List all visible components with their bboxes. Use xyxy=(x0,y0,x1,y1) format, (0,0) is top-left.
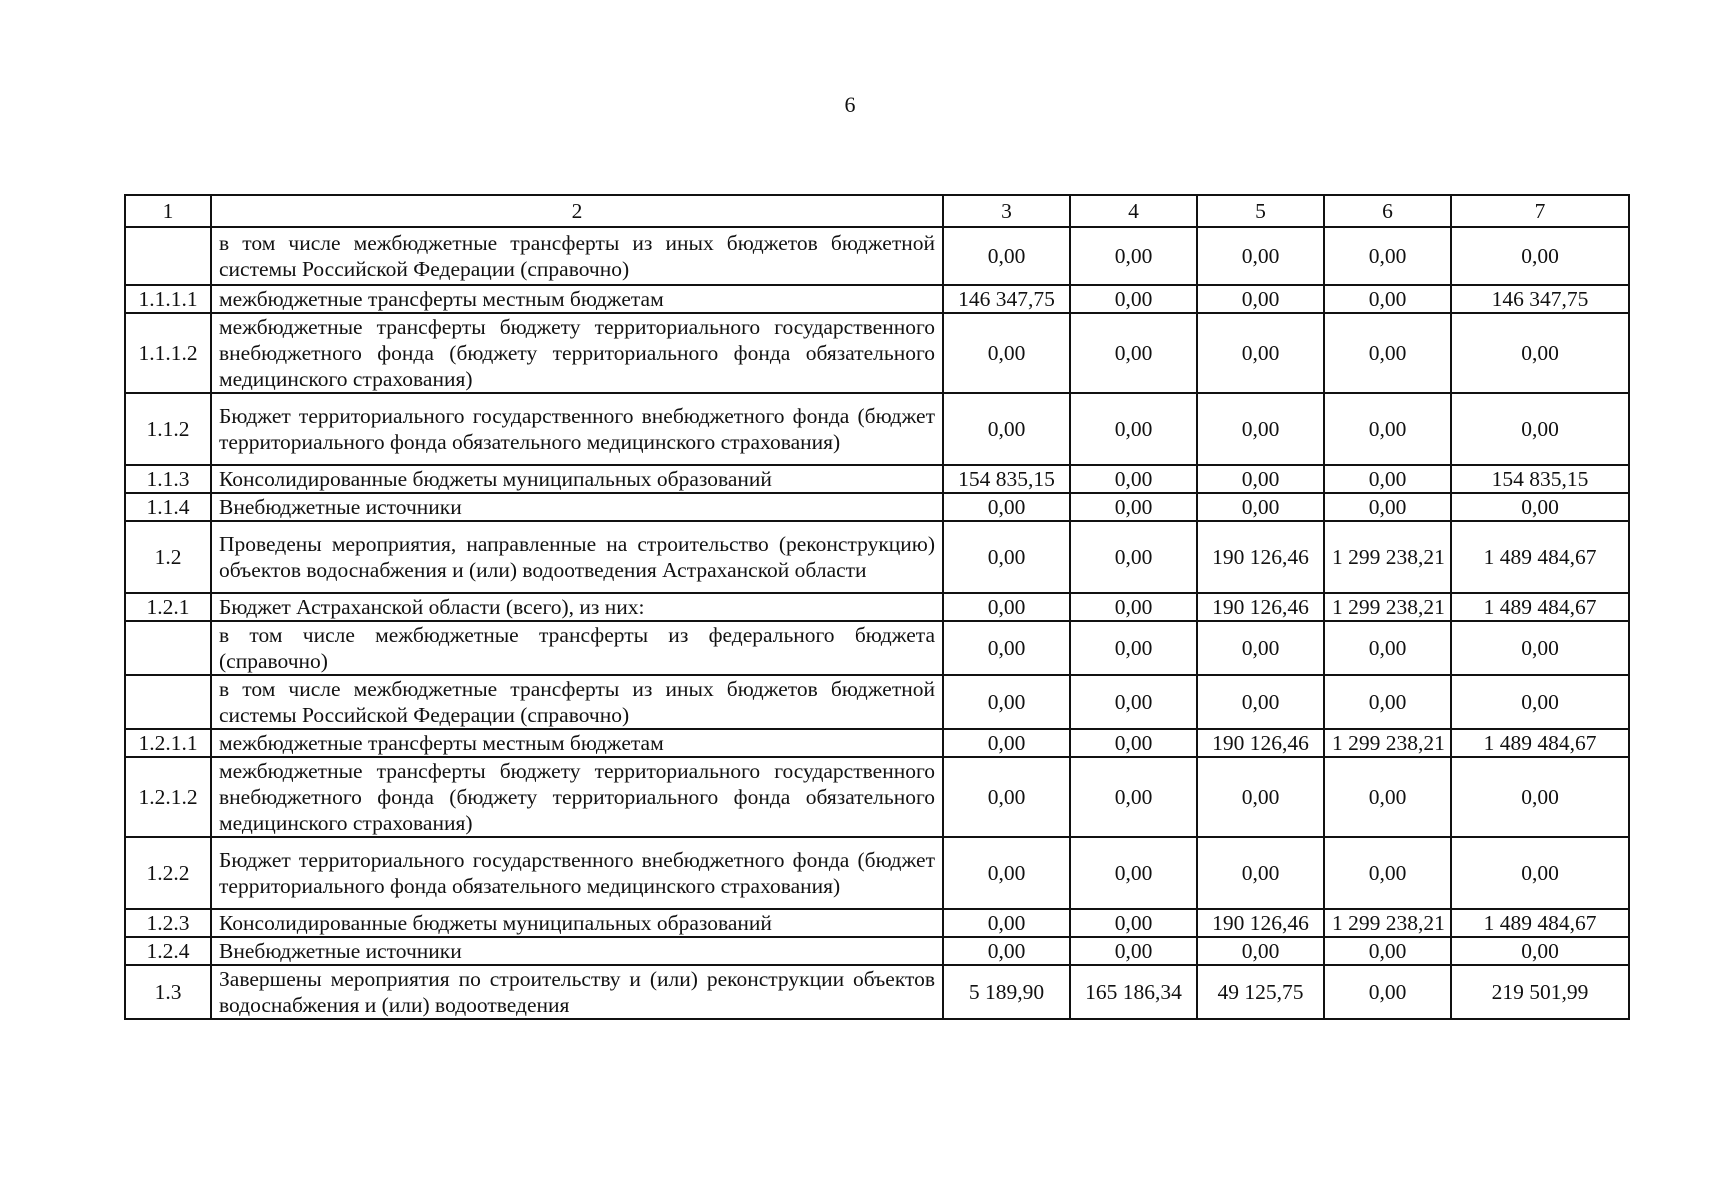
column-header: 3 xyxy=(943,195,1070,227)
value-col-6: 1 299 238,21 xyxy=(1324,521,1451,593)
column-header: 2 xyxy=(211,195,943,227)
column-header: 1 xyxy=(125,195,211,227)
column-header: 4 xyxy=(1070,195,1197,227)
table-row xyxy=(125,621,1629,675)
table-row xyxy=(125,909,1629,937)
value-col-5: 0,00 xyxy=(1197,493,1324,521)
row-description: межбюджетные трансферты бюджету территориального государственного внебюджетного фонда (бюджету территориального фонда обязательного медицинского страхования) xyxy=(211,313,943,393)
row-code: 1.2.1.1 xyxy=(125,729,211,757)
column-header: 5 xyxy=(1197,195,1324,227)
value-col-4: 0,00 xyxy=(1070,227,1197,285)
value-col-4: 0,00 xyxy=(1070,621,1197,675)
table-row xyxy=(125,837,1629,909)
row-code: 1.1.3 xyxy=(125,465,211,493)
table-row xyxy=(125,757,1629,837)
value-col-4: 165 186,34 xyxy=(1070,965,1197,1019)
row-description: Внебюджетные источники xyxy=(211,937,943,965)
value-col-7: 154 835,15 xyxy=(1451,465,1629,493)
value-col-3: 0,00 xyxy=(943,729,1070,757)
value-col-5: 190 126,46 xyxy=(1197,521,1324,593)
row-description: Консолидированные бюджеты муниципальных образований xyxy=(211,909,943,937)
table-row xyxy=(125,313,1629,393)
row-code xyxy=(125,227,211,285)
value-col-3: 0,00 xyxy=(943,937,1070,965)
table-row xyxy=(125,521,1629,593)
row-description: Бюджет территориального государственного внебюджетного фонда (бюджет территориального фонда обязательного медицинского страхования) xyxy=(211,393,943,465)
table-row xyxy=(125,965,1629,1019)
value-col-3: 0,00 xyxy=(943,227,1070,285)
value-col-7: 0,00 xyxy=(1451,757,1629,837)
value-col-5: 0,00 xyxy=(1197,285,1324,313)
value-col-7: 0,00 xyxy=(1451,937,1629,965)
value-col-3: 0,00 xyxy=(943,393,1070,465)
value-col-7: 0,00 xyxy=(1451,393,1629,465)
row-code: 1.2.1.2 xyxy=(125,757,211,837)
value-col-5: 0,00 xyxy=(1197,393,1324,465)
value-col-3: 0,00 xyxy=(943,593,1070,621)
row-code: 1.2.3 xyxy=(125,909,211,937)
page-number: 6 xyxy=(844,92,856,117)
value-col-6: 0,00 xyxy=(1324,965,1451,1019)
value-col-5: 0,00 xyxy=(1197,313,1324,393)
value-col-3: 154 835,15 xyxy=(943,465,1070,493)
value-col-4: 0,00 xyxy=(1070,521,1197,593)
value-col-5: 190 126,46 xyxy=(1197,909,1324,937)
value-col-5: 0,00 xyxy=(1197,675,1324,729)
row-description: межбюджетные трансферты местным бюджетам xyxy=(211,729,943,757)
column-header: 6 xyxy=(1324,195,1451,227)
value-col-4: 0,00 xyxy=(1070,909,1197,937)
value-col-6: 0,00 xyxy=(1324,465,1451,493)
row-description: Консолидированные бюджеты муниципальных образований xyxy=(211,465,943,493)
value-col-6: 0,00 xyxy=(1324,313,1451,393)
row-description: Бюджет Астраханской области (всего), из них: xyxy=(211,593,943,621)
value-col-4: 0,00 xyxy=(1070,493,1197,521)
table-row xyxy=(125,729,1629,757)
value-col-4: 0,00 xyxy=(1070,675,1197,729)
row-code xyxy=(125,675,211,729)
table-row xyxy=(125,675,1629,729)
row-description: межбюджетные трансферты местным бюджетам xyxy=(211,285,943,313)
value-col-4: 0,00 xyxy=(1070,937,1197,965)
value-col-7: 0,00 xyxy=(1451,675,1629,729)
value-col-5: 0,00 xyxy=(1197,757,1324,837)
table-row xyxy=(125,493,1629,521)
row-code: 1.1.2 xyxy=(125,393,211,465)
value-col-3: 146 347,75 xyxy=(943,285,1070,313)
value-col-3: 0,00 xyxy=(943,621,1070,675)
table-body xyxy=(125,227,1629,1019)
value-col-6: 1 299 238,21 xyxy=(1324,593,1451,621)
table-row xyxy=(125,285,1629,313)
value-col-7: 0,00 xyxy=(1451,837,1629,909)
row-code: 1.1.1.1 xyxy=(125,285,211,313)
value-col-3: 5 189,90 xyxy=(943,965,1070,1019)
value-col-5: 49 125,75 xyxy=(1197,965,1324,1019)
value-col-5: 190 126,46 xyxy=(1197,729,1324,757)
value-col-3: 0,00 xyxy=(943,909,1070,937)
table-row xyxy=(125,593,1629,621)
value-col-6: 1 299 238,21 xyxy=(1324,729,1451,757)
value-col-5: 0,00 xyxy=(1197,227,1324,285)
row-code xyxy=(125,621,211,675)
value-col-5: 0,00 xyxy=(1197,937,1324,965)
value-col-7: 1 489 484,67 xyxy=(1451,521,1629,593)
value-col-4: 0,00 xyxy=(1070,285,1197,313)
row-description: Внебюджетные источники xyxy=(211,493,943,521)
value-col-3: 0,00 xyxy=(943,521,1070,593)
value-col-6: 0,00 xyxy=(1324,937,1451,965)
value-col-7: 219 501,99 xyxy=(1451,965,1629,1019)
row-description: Проведены мероприятия, направленные на строительство (реконструкцию) объектов водоснабжения и (или) водоотведения Астраханской области xyxy=(211,521,943,593)
column-header: 7 xyxy=(1451,195,1629,227)
row-code: 1.2.1 xyxy=(125,593,211,621)
value-col-7: 0,00 xyxy=(1451,313,1629,393)
table-row xyxy=(125,227,1629,285)
value-col-4: 0,00 xyxy=(1070,729,1197,757)
value-col-5: 0,00 xyxy=(1197,837,1324,909)
row-code: 1.2.4 xyxy=(125,937,211,965)
budget-table xyxy=(124,194,1630,1020)
value-col-3: 0,00 xyxy=(943,757,1070,837)
value-col-6: 0,00 xyxy=(1324,757,1451,837)
table-row xyxy=(125,393,1629,465)
row-code: 1.3 xyxy=(125,965,211,1019)
value-col-5: 0,00 xyxy=(1197,621,1324,675)
row-code: 1.2.2 xyxy=(125,837,211,909)
value-col-3: 0,00 xyxy=(943,313,1070,393)
value-col-4: 0,00 xyxy=(1070,837,1197,909)
column-number-row xyxy=(125,195,1629,227)
value-col-7: 1 489 484,67 xyxy=(1451,729,1629,757)
row-code: 1.2 xyxy=(125,521,211,593)
value-col-6: 0,00 xyxy=(1324,393,1451,465)
row-description: Завершены мероприятия по строительству и (или) реконструкции объектов водоснабжения и (или) водоотведения xyxy=(211,965,943,1019)
value-col-6: 0,00 xyxy=(1324,837,1451,909)
row-description: Бюджет территориального государственного внебюджетного фонда (бюджет территориального фонда обязательного медицинского страхования) xyxy=(211,837,943,909)
value-col-5: 0,00 xyxy=(1197,465,1324,493)
row-description: в том числе межбюджетные трансферты из федерального бюджета (справочно) xyxy=(211,621,943,675)
value-col-6: 0,00 xyxy=(1324,227,1451,285)
value-col-7: 0,00 xyxy=(1451,621,1629,675)
row-description: межбюджетные трансферты бюджету территориального государственного внебюджетного фонда (бюджету территориального фонда обязательного медицинского страхования) xyxy=(211,757,943,837)
table-row xyxy=(125,937,1629,965)
value-col-5: 190 126,46 xyxy=(1197,593,1324,621)
value-col-6: 1 299 238,21 xyxy=(1324,909,1451,937)
row-description: в том числе межбюджетные трансферты из иных бюджетов бюджетной системы Российской Федерации (справочно) xyxy=(211,675,943,729)
value-col-7: 0,00 xyxy=(1451,493,1629,521)
value-col-3: 0,00 xyxy=(943,493,1070,521)
value-col-6: 0,00 xyxy=(1324,675,1451,729)
value-col-4: 0,00 xyxy=(1070,757,1197,837)
row-code: 1.1.4 xyxy=(125,493,211,521)
value-col-6: 0,00 xyxy=(1324,621,1451,675)
table-row xyxy=(125,465,1629,493)
value-col-4: 0,00 xyxy=(1070,465,1197,493)
value-col-4: 0,00 xyxy=(1070,313,1197,393)
value-col-3: 0,00 xyxy=(943,837,1070,909)
value-col-7: 1 489 484,67 xyxy=(1451,909,1629,937)
value-col-4: 0,00 xyxy=(1070,593,1197,621)
value-col-7: 146 347,75 xyxy=(1451,285,1629,313)
row-code: 1.1.1.2 xyxy=(125,313,211,393)
value-col-3: 0,00 xyxy=(943,675,1070,729)
row-description: в том числе межбюджетные трансферты из иных бюджетов бюджетной системы Российской Федерации (справочно) xyxy=(211,227,943,285)
value-col-4: 0,00 xyxy=(1070,393,1197,465)
value-col-6: 0,00 xyxy=(1324,493,1451,521)
value-col-6: 0,00 xyxy=(1324,285,1451,313)
value-col-7: 0,00 xyxy=(1451,227,1629,285)
value-col-7: 1 489 484,67 xyxy=(1451,593,1629,621)
